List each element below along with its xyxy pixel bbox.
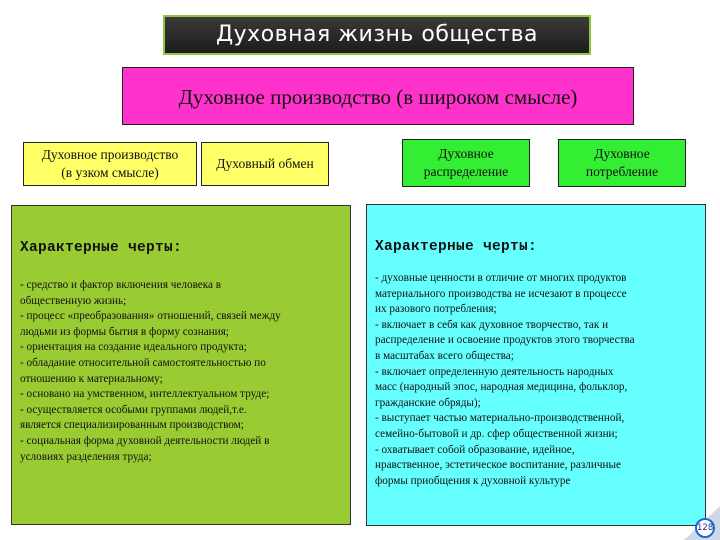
feature-line: формы приобщения к духовной культуре xyxy=(375,474,571,487)
feature-line: - обладание относительной самостоятельностью по xyxy=(20,356,266,369)
slide-title: Духовная жизнь общества xyxy=(163,15,591,55)
feature-line: общественную жизнь; xyxy=(20,294,127,307)
feature-line: распределение и освоение продуктов этого творчества xyxy=(375,334,635,347)
left-panel-body xyxy=(20,278,342,465)
sub-box-line: (в узком смысле) xyxy=(61,165,159,180)
feature-line: - включает определенную деятельность народных xyxy=(375,365,614,378)
sub-box-line: Духовное xyxy=(438,146,494,162)
sub-box-consumption xyxy=(558,139,686,187)
right-features-panel xyxy=(366,204,706,526)
feature-line: - ориентация на создание идеального продукта; xyxy=(20,341,247,354)
left-features-panel xyxy=(11,205,351,525)
feature-line: - социальная форма духовной деятельности людей в xyxy=(20,434,270,447)
sub-box-line: Духовный обмен xyxy=(216,156,314,172)
feature-line: - процесс «преобразования» отношений, связей между xyxy=(20,310,281,323)
feature-line: условиях разделения труда; xyxy=(20,450,152,463)
feature-line: отношению к материальному; xyxy=(20,372,163,385)
right-panel-body xyxy=(375,271,697,489)
main-concept-box: Духовное производство (в широком смысле) xyxy=(122,67,634,125)
sub-box-line: Духовное xyxy=(594,146,650,162)
sub-box-line: Духовное производство xyxy=(41,147,179,163)
right-panel-heading: Характерные черты: xyxy=(375,239,538,255)
sub-box-exchange xyxy=(201,142,329,186)
feature-line: в масштабах всего общества; xyxy=(375,349,514,362)
feature-line: - выступает частью материально-производственной, xyxy=(375,412,625,425)
feature-line: нравственное, эстетическое воспитание, различные xyxy=(375,459,621,472)
sub-box-line: распределение xyxy=(423,164,509,179)
feature-line: является специализированным производством; xyxy=(20,419,244,432)
feature-line: людьми из формы бытия в форму сознания; xyxy=(20,325,229,338)
feature-line: - духовные ценности в отличие от многих продуктов xyxy=(375,272,627,284)
left-panel-heading: Характерные черты: xyxy=(20,240,183,256)
feature-line: - средство и фактор включения человека в xyxy=(20,279,222,291)
feature-line: гражданские обряды); xyxy=(375,396,481,409)
feature-line: масс (народный эпос, народная медицина, фольклор, xyxy=(375,381,628,394)
feature-line: - основано на умственном, интеллектуальном труде; xyxy=(20,388,270,401)
feature-line: - включает в себя как духовное творчество, так и xyxy=(375,318,609,331)
feature-line: материального производства не исчезают в процессе xyxy=(375,287,627,300)
feature-line: - охватывает собой образование, идейное, xyxy=(375,443,575,456)
sub-box-narrow-production xyxy=(23,142,197,186)
feature-line: семейно-бытовой и др. сфер общественной жизни; xyxy=(375,427,618,440)
sub-box-distribution xyxy=(402,139,530,187)
feature-line: их разового потребления; xyxy=(375,303,497,316)
feature-line: - осуществляется особыми группами людей,т.е. xyxy=(20,403,247,416)
page-number-badge: 128 xyxy=(695,518,715,538)
sub-box-line: потребление xyxy=(585,164,659,179)
